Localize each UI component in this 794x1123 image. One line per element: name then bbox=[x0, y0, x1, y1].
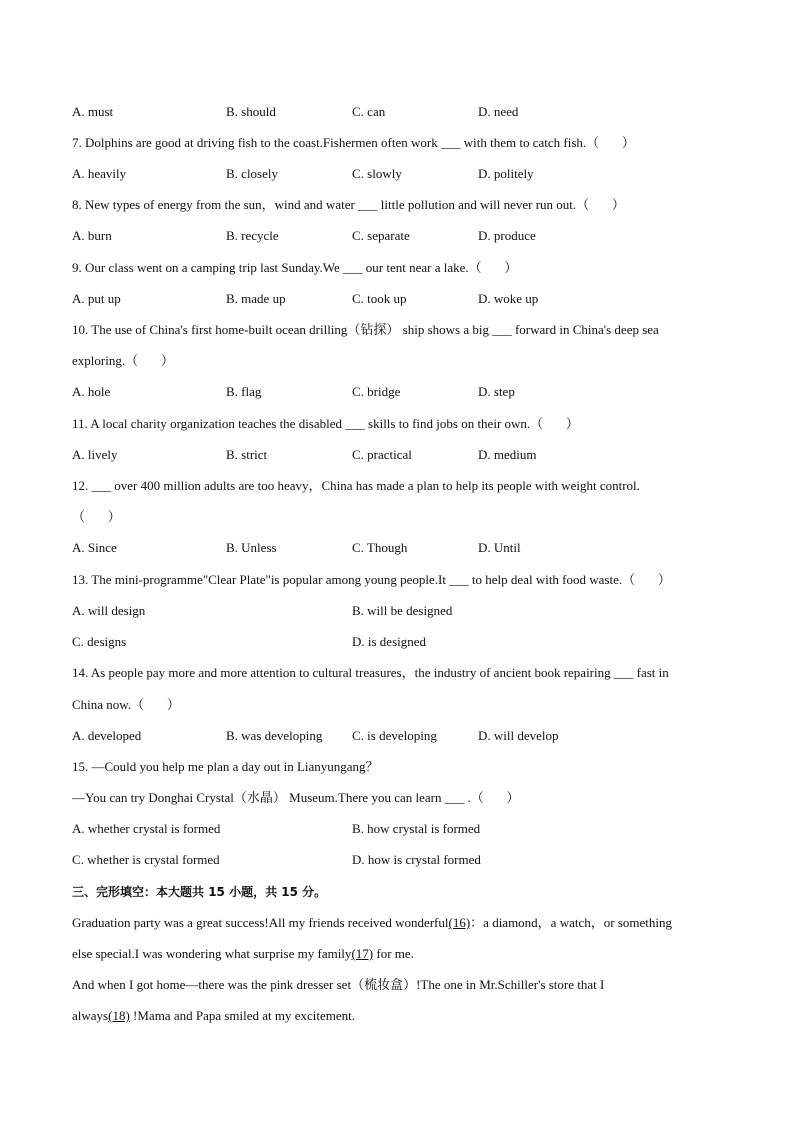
q8-option-b: B. recycle bbox=[226, 228, 279, 243]
q13-option-a: A. will design bbox=[72, 603, 146, 618]
q6-option-d: D. need bbox=[478, 104, 519, 119]
q8-stem: 8. New types of energy from the sun，wind and water ___ little pollution and will never run out.（ ） bbox=[72, 197, 625, 212]
q14-option-d: D. will develop bbox=[478, 728, 559, 743]
q9-option-a: A. put up bbox=[72, 291, 121, 306]
q7-stem: 7. Dolphins are good at driving fish to the coast.Fishermen often work ___ with them to catch fish.（ ） bbox=[72, 135, 635, 150]
q10-option-a: A. hole bbox=[72, 384, 111, 399]
q10-stem-line2: exploring.（ ） bbox=[72, 353, 174, 368]
q6-option-c: C. can bbox=[352, 104, 386, 119]
q11-option-b: B. strict bbox=[226, 447, 268, 462]
q9-option-c: C. took up bbox=[352, 291, 407, 306]
q6-option-a: A. must bbox=[72, 104, 114, 119]
q10-stem-line1: 10. The use of China's first home-built ocean drilling（钻探） ship shows a big ___ forward in China's deep sea bbox=[72, 322, 659, 337]
q13-stem: 13. The mini-programme"Clear Plate"is popular among young people.It ___ to help deal with food waste.（ ） bbox=[72, 572, 671, 587]
q14-option-a: A. developed bbox=[72, 728, 142, 743]
passage-line2-text-b: for me. bbox=[373, 946, 414, 961]
q13-option-c: C. designs bbox=[72, 634, 127, 649]
passage-line3: And when I got home—there was the pink dresser set（梳妆盒）!The one in Mr.Schiller's store that I bbox=[72, 977, 605, 992]
blank-16: (16) bbox=[448, 915, 471, 930]
q12-stem-line1: 12. ___ over 400 million adults are too heavy，China has made a plan to help its people with weight control. bbox=[72, 478, 640, 493]
q12-option-b: B. Unless bbox=[226, 540, 277, 555]
q11-stem: 11. A local charity organization teaches the disabled ___ skills to find jobs on their own.（ ） bbox=[72, 416, 579, 431]
q10-option-d: D. step bbox=[478, 384, 515, 399]
q8-option-c: C. separate bbox=[352, 228, 410, 243]
q7-option-b: B. closely bbox=[226, 166, 278, 181]
q12-option-c: C. Though bbox=[352, 540, 408, 555]
q10-option-c: C. bridge bbox=[352, 384, 401, 399]
passage-line1 bbox=[72, 915, 672, 931]
q11-option-a: A. lively bbox=[72, 447, 118, 462]
q10-option-b: B. flag bbox=[226, 384, 262, 399]
passage-line1-text-b: ：a diamond，a watch，or something bbox=[470, 915, 672, 930]
q8-option-d: D. produce bbox=[478, 228, 536, 243]
q14-stem-line1: 14. As people pay more and more attention to cultural treasures，the industry of ancient book repairing ___ fast in bbox=[72, 665, 669, 680]
q8-option-a: A. burn bbox=[72, 228, 112, 243]
q13-option-b: B. will be designed bbox=[352, 603, 453, 618]
q15-option-c: C. whether is crystal formed bbox=[72, 852, 220, 867]
q15-option-a: A. whether crystal is formed bbox=[72, 821, 221, 836]
q15-stem-line1: 15. —Could you help me plan a day out in Lianyungang？ bbox=[72, 759, 379, 774]
q9-option-b: B. made up bbox=[226, 291, 286, 306]
section3-heading-suffix: 分。 bbox=[302, 885, 327, 899]
q12-option-d: D. Until bbox=[478, 540, 521, 555]
passage-line4-text-b: !Mama and Papa smiled at my excitement. bbox=[129, 1008, 356, 1023]
q7-option-a: A. heavily bbox=[72, 166, 127, 181]
passage-line4-text-a: always bbox=[72, 1008, 109, 1023]
q12-stem-line2: （ ） bbox=[72, 509, 121, 524]
q11-option-c: C. practical bbox=[352, 447, 412, 462]
q12-option-a: A. Since bbox=[72, 540, 117, 555]
section3-score-count: 15 bbox=[277, 885, 303, 899]
q14-stem-line2: China now.（ ） bbox=[72, 697, 180, 712]
blank-18: (18) bbox=[108, 1008, 130, 1023]
q14-option-c: C. is developing bbox=[352, 728, 437, 743]
q14-option-b: B. was developing bbox=[226, 728, 323, 743]
q9-option-d: D. woke up bbox=[478, 291, 539, 306]
q15-option-b: B. how crystal is formed bbox=[352, 821, 481, 836]
section3-heading-prefix: 三、完形填空：本大题共 bbox=[72, 885, 205, 899]
passage-line4 bbox=[72, 1008, 355, 1024]
passage-line2 bbox=[72, 946, 414, 962]
q15-option-d: D. how is crystal formed bbox=[352, 852, 481, 867]
section3-heading-middle: 小题，共 bbox=[229, 885, 278, 899]
blank-17: (17) bbox=[351, 946, 374, 961]
q7-option-d: D. politely bbox=[478, 166, 534, 181]
q7-option-c: C. slowly bbox=[352, 166, 402, 181]
passage-line2-text-a: else special.I was wondering what surprise my family bbox=[72, 946, 352, 961]
q13-option-d: D. is designed bbox=[352, 634, 427, 649]
q11-option-d: D. medium bbox=[478, 447, 537, 462]
passage-line1-text-a: Graduation party was a great success!All my friends received wonderful bbox=[72, 915, 449, 930]
q15-stem-line2: —You can try Donghai Crystal（水晶） Museum.There you can learn ___ .（ ） bbox=[72, 790, 520, 805]
q6-option-b: B. should bbox=[226, 104, 276, 119]
section3-question-count: 15 bbox=[204, 885, 230, 899]
q9-stem: 9. Our class went on a camping trip last Sunday.We ___ our tent near a lake.（ ） bbox=[72, 260, 518, 275]
section3-heading bbox=[72, 884, 326, 900]
